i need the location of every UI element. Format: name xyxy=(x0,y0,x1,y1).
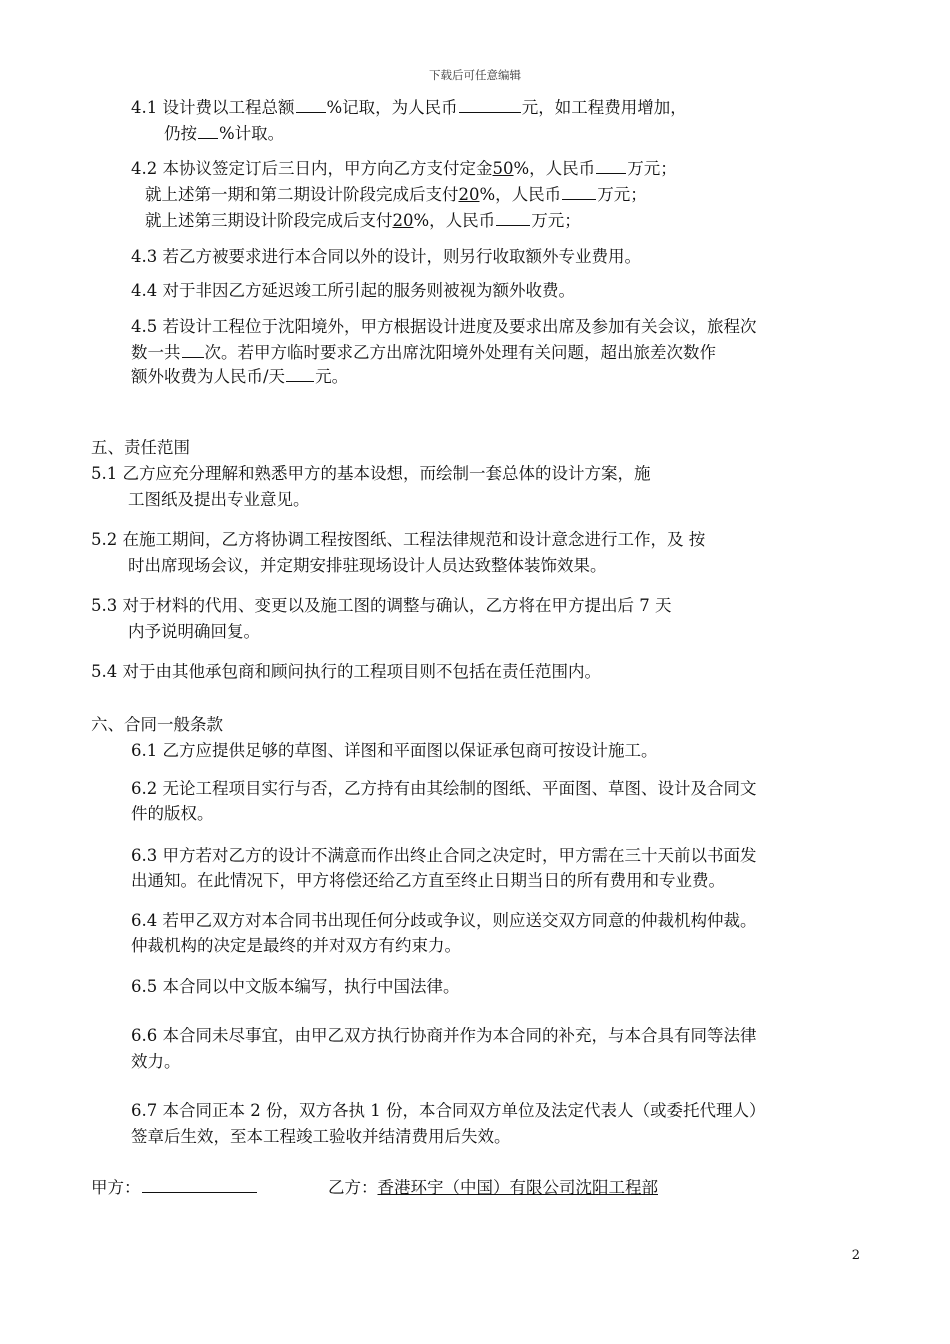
blank-percent xyxy=(198,123,218,139)
clause-5-1-line-1: 5.1 乙方应充分理解和熟悉甲方的基本设想，而绘制一套总体的设计方案，施 xyxy=(91,464,651,483)
blank-amount xyxy=(596,158,626,174)
clause-4-2-line-3: 就上述第三期设计阶段完成后支付20%，人民币 万元； xyxy=(145,211,581,230)
clause-6-5: 6.5 本合同以中文版本编写，执行中国法律。 xyxy=(131,977,460,996)
clause-6-7-line-1: 6.7 本合同正本 2 份，双方各执 1 份，本合同双方单位及法定代表人（或委托代理人） xyxy=(131,1101,766,1120)
clause-6-1: 6.1 乙方应提供足够的草图、详图和平面图以保证承包商可按设计施工。 xyxy=(131,741,658,760)
clause-4-1-line-1: 4.1 设计费以工程总额 %记取，为人民币 元，如工程费用增加， xyxy=(131,98,687,117)
blank-count xyxy=(182,342,204,358)
clause-5-3-line-2: 内予说明确回复。 xyxy=(128,622,260,641)
clause-4-1-line-2: 仍按 %计取。 xyxy=(164,124,285,143)
clause-4-5-line-3: 额外收费为人民币/天 元。 xyxy=(131,367,349,386)
clause-5-1-line-2: 工图纸及提出专业意见。 xyxy=(128,490,310,509)
clause-6-4-line-1: 6.4 若甲乙双方对本合同书出现任何分歧或争议，则应送交双方同意的仲裁机构仲裁。 xyxy=(131,911,757,930)
clause-6-6-line-1: 6.6 本合同未尽事宜，由甲乙双方执行协商并作为本合同的补充，与本合具有同等法律 xyxy=(131,1026,757,1045)
clause-6-4-line-2: 仲裁机构的决定是最终的并对双方有约束力。 xyxy=(131,936,461,955)
clause-4-2-line-1: 4.2 本协议签定订后三日内，甲方向乙方支付定金50%，人民币 万元； xyxy=(131,159,677,178)
clause-6-7-line-2: 签章后生效，至本工程竣工验收并结清费用后失效。 xyxy=(131,1127,511,1146)
blank-amount xyxy=(562,184,596,200)
clause-6-3-line-1: 6.3 甲方若对乙方的设计不满意而作出终止合同之决定时，甲方需在三十天前以书面发 xyxy=(131,846,757,865)
signature-blank xyxy=(142,1177,257,1193)
clause-4-5-line-2: 数一共 次。若甲方临时要求乙方出席沈阳境外处理有关问题，超出旅差次数作 xyxy=(131,343,716,362)
section-6-title: 六、合同一般条款 xyxy=(91,715,223,734)
clause-6-3-line-2: 出通知。在此情况下，甲方将偿还给乙方直至终止日期当日的所有费用和专业费。 xyxy=(131,871,725,890)
section-5-title: 五、责任范围 xyxy=(91,438,190,457)
blank-percent xyxy=(296,97,326,113)
clause-5-2-line-2: 时出席现场会议，并定期安排驻现场设计人员达致整体装饰效果。 xyxy=(128,556,607,575)
blank-amount xyxy=(286,366,314,382)
clause-5-2-line-1: 5.2 在施工期间，乙方将协调工程按图纸、工程法律规范和设计意念进行工作，及 按 xyxy=(91,530,706,549)
clause-6-2-line-1: 6.2 无论工程项目实行与否，乙方持有由其绘制的图纸、平面图、草图、设计及合同文 xyxy=(131,779,757,798)
clause-4-2-line-2: 就上述第一期和第二期设计阶段完成后支付20%，人民币 万元； xyxy=(145,185,647,204)
clause-6-6-line-2: 效力。 xyxy=(131,1052,181,1071)
clause-5-4: 5.4 对于由其他承包商和顾问执行的工程项目则不包括在责任范围内。 xyxy=(91,662,601,681)
page-number: 2 xyxy=(851,1248,860,1263)
clause-4-3: 4.3 若乙方被要求进行本合同以外的设计，则另行收取额外专业费用。 xyxy=(131,247,641,266)
blank-amount xyxy=(459,97,521,113)
signature-party-b: 乙方：香港环宇（中国）有限公司沈阳工程部 xyxy=(328,1178,658,1197)
clause-4-5-line-1: 4.5 若设计工程位于沈阳境外，甲方根据设计进度及要求出席及参加有关会议，旅程次 xyxy=(131,317,757,336)
page-header: 下载后可任意编辑 xyxy=(429,68,521,82)
clause-5-3-line-1: 5.3 对于材料的代用、变更以及施工图的调整与确认，乙方将在甲方提出后 7 天 xyxy=(91,596,672,615)
clause-4-4: 4.4 对于非因乙方延迟竣工所引起的服务则被视为额外收费。 xyxy=(131,281,575,300)
blank-amount xyxy=(496,210,530,226)
clause-6-2-line-2: 件的版权。 xyxy=(131,804,214,823)
signature-party-a: 甲方： xyxy=(91,1177,258,1199)
